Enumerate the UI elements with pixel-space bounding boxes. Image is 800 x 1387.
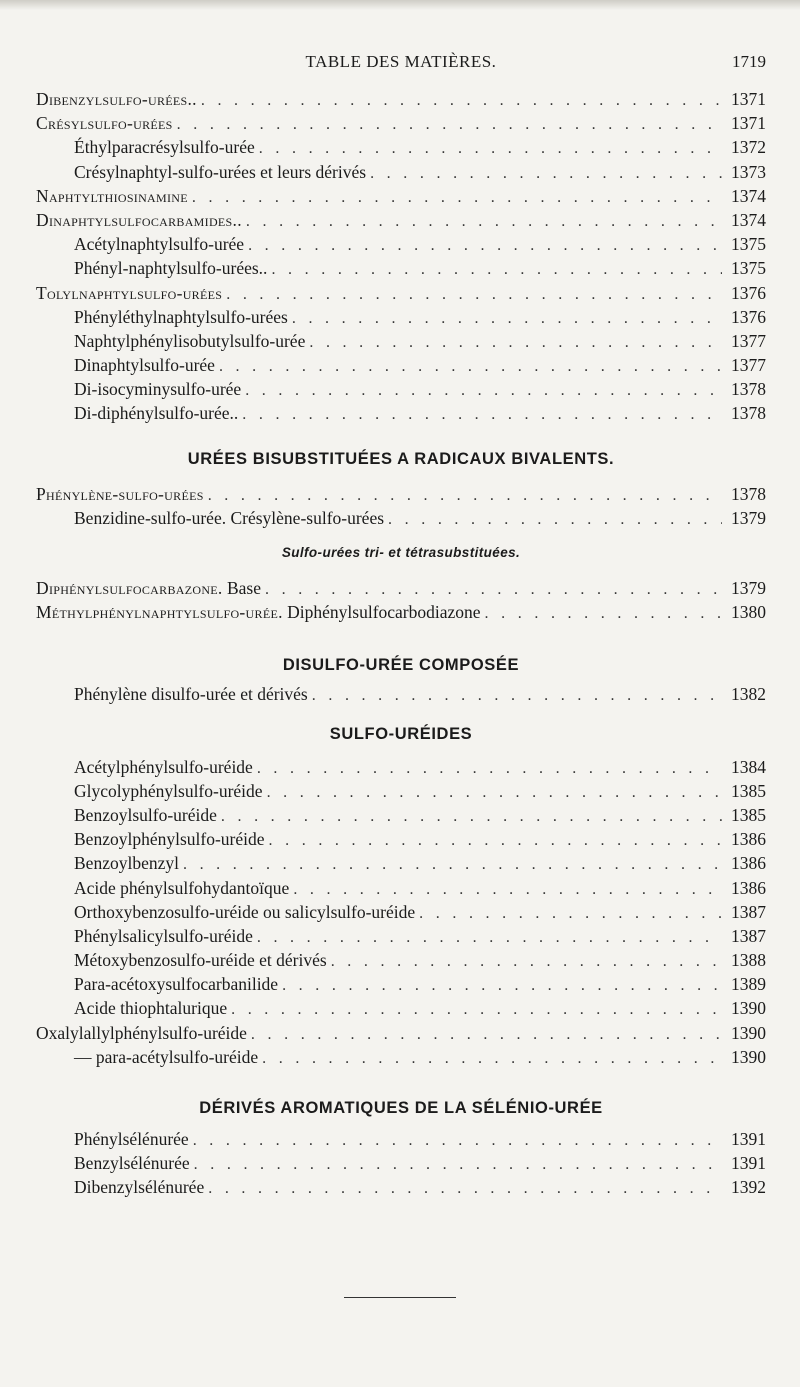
entry-label-compound: Diphénylsulfocarbazone. [36,578,223,598]
leader-dots [370,162,722,186]
entry-label: Naphtylphénylisobutylsulfo-urée [74,330,306,351]
entry-label: Benzylsélénurée [74,1153,190,1174]
section-heading: Sulfo-urées tri- et tétrasubstituées. [281,545,521,560]
toc-entry [36,900,766,924]
toc-entry [36,184,766,208]
toc-entry [36,996,766,1020]
toc-entry [36,972,766,996]
leader-dots [419,902,722,926]
leader-dots [194,1153,722,1177]
leader-dots [292,307,722,331]
end-rule [344,1297,456,1298]
toc-entry [36,135,766,159]
leader-dots [265,578,722,602]
leader-dots [192,186,722,210]
leader-dots [259,137,722,161]
leader-dots [226,283,722,307]
entry-label: Métoxybenzosulfo-uréide et dérivés [74,950,327,971]
page-header [36,52,766,76]
entry-page-number: 1387 [731,901,766,922]
toc-entry [36,160,766,184]
leader-dots [331,950,722,974]
entry-label: Phényl-naphtylsulfo-urées.. [74,258,268,279]
toc-entry [36,281,766,305]
toc-entry [36,948,766,972]
entry-label: — para-acétylsulfo-uréide [74,1046,259,1067]
entry-page-number: 1390 [731,1046,766,1067]
entry-page-number: 1385 [731,804,766,825]
leader-dots [177,113,722,137]
toc-entry [36,377,766,401]
entry-label-rest: Base [222,578,261,598]
entry-page-number: 1386 [731,853,766,874]
leader-dots [242,403,722,427]
entry-label: Crésylnaphtyl-sulfo-urées et leurs dérivés [74,161,367,182]
entry-page-number: 1378 [731,483,766,504]
leader-dots [231,998,722,1022]
section-spacer [36,566,766,576]
entry-page-number: 1390 [731,998,766,1019]
leader-dots [485,602,722,626]
entry-page-number: 1384 [731,756,766,777]
entry-label: Phénylsalicylsulfo-uréide [74,925,253,946]
leader-dots [183,853,722,877]
leader-dots [257,757,722,781]
leader-dots [193,1129,722,1153]
entry-label: Acétylphénylsulfo-uréide [74,756,253,777]
entry-page-number: 1375 [731,258,766,279]
toc-entry [36,827,766,851]
toc-entry [36,1021,766,1045]
section-heading: URÉES BISUBSTITUÉES A RADICAUX BIVALENTS. [187,449,615,468]
leader-dots [267,781,722,805]
entry-page-number: 1378 [731,379,766,400]
entry-label: Dinaphtylsulfocarbamides.. [36,209,242,230]
toc-entry [36,576,766,600]
toc-entry [36,305,766,329]
entry-label: Dinaphtylsulfo-urée [74,355,215,376]
section-spacer [36,707,766,721]
entry-page-number: 1391 [731,1153,766,1174]
entry-label: Tolylnaphtylsulfo-urées [36,282,223,303]
scan-edge [0,0,800,10]
entry-label: Phénylène disulfo-urée et dérivés [74,684,308,705]
entry-page-number: 1376 [731,306,766,327]
entry-label [36,576,261,600]
entry-label: Phénylsélénurée [74,1129,189,1149]
entry-label: Phénylène-sulfo-urées [36,483,204,504]
section-spacer [36,624,766,652]
section-heading: DÉRIVÉS AROMATIQUES DE LA SÉLÉNIO-URÉE [199,1099,603,1117]
toc-entry [36,1151,766,1175]
toc-entry [36,329,766,353]
entry-page-number: 1392 [731,1177,766,1198]
entry-label: Benzidine-sulfo-urée. Crésylène-sulfo-urées [74,507,385,528]
toc-entry [36,876,766,900]
entry-page-number: 1379 [731,507,766,528]
entry-label: Di-diphénylsulfo-urée.. [74,403,239,424]
toc-entry [36,924,766,948]
entry-page-number: 1385 [731,780,766,801]
toc-entry [36,111,766,135]
toc-entry [36,482,766,506]
entry-label [36,600,481,624]
entry-label: Dibenzylsulfo-urées.. [36,89,197,109]
leader-dots [248,234,722,258]
toc-entry [36,87,766,111]
leader-dots [293,878,722,902]
entry-page-number: 1388 [731,950,766,971]
section-spacer [36,426,766,446]
entry-page-number: 1371 [731,89,766,109]
leader-dots [208,1177,722,1201]
toc-entry [36,401,766,425]
entry-label: Acide phénylsulfohydantoïque [74,877,290,898]
entry-label: Acide thiophtalurique [74,998,228,1019]
leader-dots [219,355,722,379]
toc-entry [36,600,766,624]
entry-label-rest: Diphénylsulfocarbodiazone [282,602,481,623]
entry-label-compound: Méthylphénylnaphtylsulfo-urée. [36,602,283,623]
entry-label: Benzoylphénylsulfo-uréide [74,829,265,850]
section-spacer [36,472,766,482]
section-spacer [36,747,766,755]
leader-dots [208,484,722,508]
entry-label: Benzoylbenzyl [74,853,179,874]
leader-dots [262,1047,722,1071]
entry-page-number: 1378 [731,403,766,424]
page-number: 1719 [732,52,766,71]
toc-entry [36,779,766,803]
entry-page-number: 1374 [731,185,766,206]
entry-page-number: 1373 [731,161,766,182]
toc-entry [36,803,766,827]
entry-label: Benzoylsulfo-uréide [74,804,217,825]
entry-label: Orthoxybenzosulfo-uréide ou salicylsulfo-uréide [74,901,416,922]
leader-dots [282,974,722,998]
toc-entry [36,1045,766,1069]
entry-label: Éthylparacrésylsulfo-urée [74,137,255,158]
leader-dots [246,210,722,234]
toc-entry [36,851,766,875]
entry-page-number: 1389 [731,974,766,995]
leader-dots [251,1023,722,1047]
leader-dots [257,926,722,950]
entry-page-number: 1387 [731,925,766,946]
entry-label: Para-acétoxysulfocarbanilide [74,974,279,995]
toc-entry [36,1127,766,1151]
toc-entry [36,208,766,232]
entry-page-number: 1371 [731,113,766,134]
section-heading: DISULFO-URÉE COMPOSÉE [282,656,520,675]
section-heading: SULFO-URÉIDES [329,724,473,743]
leader-dots [269,829,722,853]
table-of-contents [36,87,766,1200]
toc-entry [36,256,766,280]
toc-entry [36,755,766,779]
toc-entry [36,232,766,256]
entry-page-number: 1380 [731,602,766,623]
page-title: TABLE DES MATIÈRES. [305,52,497,71]
toc-entry [36,506,766,530]
entry-page-number: 1382 [731,684,766,705]
toc-entry [36,682,766,706]
entry-page-number: 1391 [731,1129,766,1149]
entry-label: Di-isocyminysulfo-urée [74,379,242,400]
entry-page-number: 1376 [731,282,766,303]
leader-dots [271,258,722,282]
section-spacer [36,1069,766,1095]
entry-page-number: 1377 [731,330,766,351]
leader-dots [312,684,722,708]
entry-page-number: 1375 [731,234,766,255]
entry-page-number: 1386 [731,829,766,850]
entry-page-number: 1374 [731,209,766,230]
toc-entry [36,1175,766,1199]
entry-page-number: 1386 [731,877,766,898]
leader-dots [245,379,722,403]
leader-dots [309,331,722,355]
entry-label: Oxalylallylphénylsulfo-uréide [36,1022,247,1043]
entry-label: Glycolyphénylsulfo-uréide [74,780,263,801]
entry-label: Naphtylthiosinamine [36,185,188,206]
leader-dots [201,89,722,113]
leader-dots [388,508,722,532]
entry-label: Phényléthylnaphtylsulfo-urées [74,306,288,327]
leader-dots [221,805,722,829]
entry-page-number: 1372 [731,137,766,158]
entry-label: Crésylsulfo-urées [36,113,173,134]
entry-label: Dibenzylsélénurée [74,1177,205,1198]
entry-label: Acétylnaphtylsulfo-urée [74,234,245,255]
entry-page-number: 1377 [731,355,766,376]
entry-page-number: 1379 [731,578,766,598]
entry-page-number: 1390 [731,1022,766,1043]
toc-entry [36,353,766,377]
